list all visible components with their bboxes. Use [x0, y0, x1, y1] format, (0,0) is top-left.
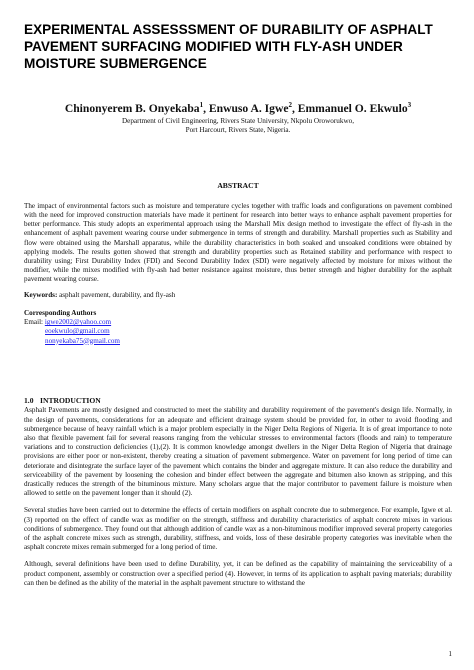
body-paragraph: Several studies have been carried out to determine the effects of certain modifiers on asphalt concrete due to submergence. For example, Igwe et al. (3) reported on the effect of candle wax as modifier on the strength, stiffness and durability characteristics of asphalt concrete mixes in various conditions of submergence. They found out that although addition of candle wax as a non-bituminous modifier improved several property categories of the asphalt concrete mixes such as strength, durability, stiffness, and voids, loss of these desirable property categories was inevitable when the asphalt concrete mixes remain submerged for a long period of time. [24, 506, 452, 552]
author-affiliation-mark: 3 [407, 101, 412, 109]
keywords-text: asphalt pavement, durability, and fly-ash [57, 290, 176, 299]
keywords-label: Keywords: [24, 290, 58, 299]
body-paragraph: Asphalt Pavements are mostly designed and constructed to meet the stability and durability requirement of the pavement's design life. Normally, in the design of pavements, considerations for an adequate and efficient drainage system should be provided for, in other to avoid flooding and submergence because of heavy rainfall which is a major problem especially in the Niger Delta Regions of Nigeria. It is of great importance to note also that flexible pavement fail for several reasons ranging from the vehicular stresses to environmental factors (floods and rain) to temperature variations and to construction deficiencies (1),(2). It is common knowledge amongst dwellers in the Niger Delta Region of Nigeria that drainage provisions are either poor or non-existent, thereby creating a situation of pavement submergence. Water on pavement for long period of time can deteriorate and disintegrate the surface layer of the pavement which contains the binder and aggregate mixture. It can also reduce the durability and serviceability of the pavement by loosening the cohesion and binder effect between the aggregate and bitumen also known as stripping, and this drastically reduces the strength of the bituminous mixture. Many scholars argue that the major contributor to pavement failure is moisture when allowed to settle on the pavement longer than it should (2). [24, 406, 452, 498]
author-name: Emmanuel O. Ekwulo [297, 101, 408, 115]
keywords [24, 291, 452, 300]
email-row [24, 318, 452, 327]
page-number: 1 [448, 650, 452, 658]
author-separator: , [203, 101, 209, 115]
abstract-text: The impact of environmental factors such as moisture and temperature cycles together with traffic loads and configurations on pavement combined with the need for improved construction materials have made it pertinent for research into better ways to enhance asphalt pavement properties for better performance. This study adopts an experimental approach using the Marshall Mix design method to investigate the effect of fly-ash in the enhancement of asphalt pavement wearing course under submergence in terms of strength and durability. Marshall properties such as Stability and flow were obtained using the Marshall apparatus, while the durability characteristics in both soaked and unsoaked conditions were obtained by applying models. The results gotten showed that strength and durability properties such as Retained stability and performance with respect to durability using; First Durability Index (FDI) and Second Durability Index (SDI) were negatively affected by moisture for mixes without the modifier, while the mixes modified with fly-ash had better resistance against moisture, thus better strength and higher durability for the asphalt pavement wearing course. [24, 201, 452, 284]
email-link[interactable]: eoekwulo@gmail.com [45, 327, 110, 336]
section-number: 1.0 [24, 395, 34, 405]
email-link[interactable]: igwe2002@yahoo.com [44, 318, 112, 327]
author-list [24, 98, 452, 116]
abstract-heading: ABSTRACT [217, 180, 259, 190]
corresponding-authors-heading: Corresponding Authors [24, 308, 97, 317]
section-title: INTRODUCTION [40, 395, 101, 405]
paper-title: EXPERIMENTAL ASSESSSMENT OF DURABILITY OF ASPHALT PAVEMENT SURFACING MODIFIED WITH FLY-ASH UNDER MOISTURE SUBMERGENCE [24, 22, 433, 71]
affiliation-line: Port Harcourt, Rivers State, Nigeria. [185, 126, 291, 135]
section-heading [24, 396, 452, 406]
affiliation-line: Department of Civil Engineering, Rivers State University, Nkpolu Oroworukwo, [121, 116, 355, 125]
author-affiliation-mark: 1 [199, 101, 204, 109]
email-link[interactable]: nonyekaba75@gmail.com [45, 336, 120, 345]
author-name: Chinonyerem B. Onyekaba [64, 101, 200, 115]
author-affiliation-mark: 2 [288, 101, 292, 109]
affiliation [24, 117, 452, 136]
author-separator: , [291, 101, 298, 115]
email-row [24, 327, 452, 336]
author-name: Enwuso A. Igwe [208, 101, 289, 115]
email-label: Email: [24, 318, 45, 327]
email-row [24, 337, 452, 346]
body-paragraph: Although, several definitions have been used to define Durability, yet, it can be defined as the capability of maintaining the serviceability of a product component, assembly or construction over a specified period (4). However, in terms of its application to asphalt paving materials; durability can then be defined as the ability of the material in the asphalt pavement structure to withstand the [24, 560, 452, 587]
